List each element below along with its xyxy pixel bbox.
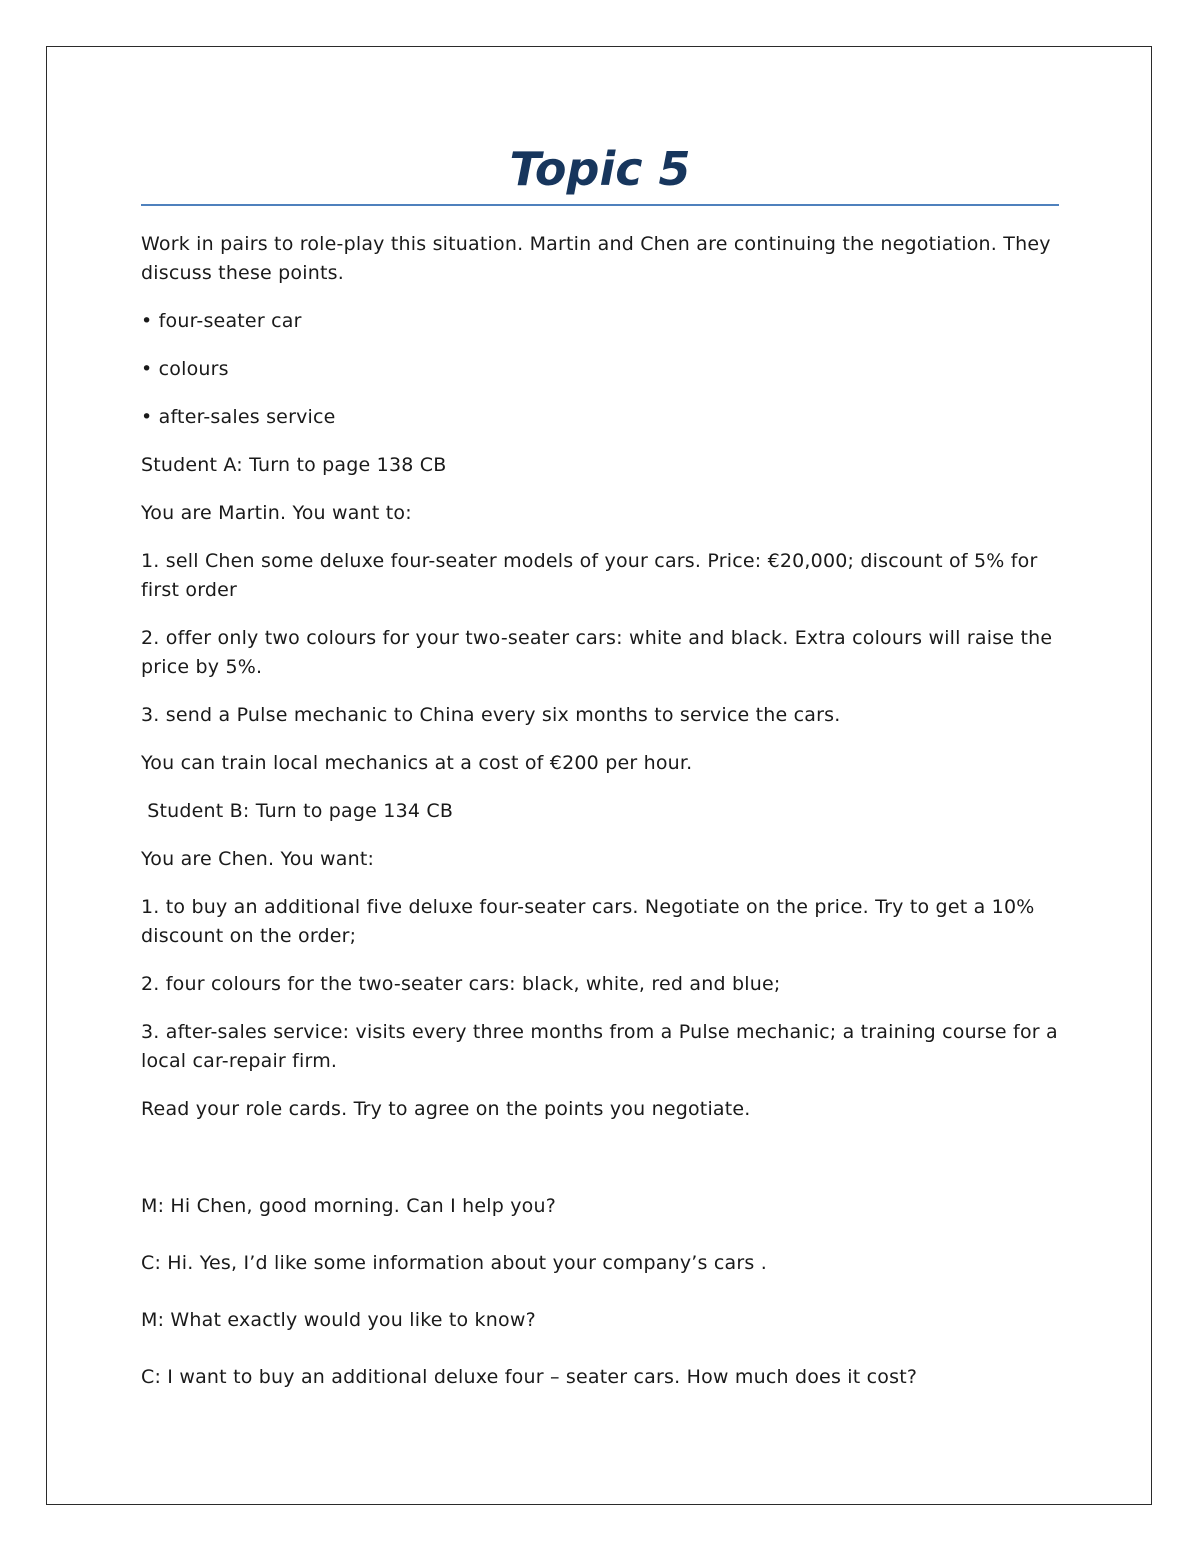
student-b-item: 1. to buy an additional five deluxe four-seater cars. Negotiate on the price. Try to get a 10% discount on the order; (141, 896, 1035, 947)
dialogue-line: M: Hi Chen, good morning. Can I help you? (141, 1195, 557, 1217)
document-content (141, 140, 1059, 1392)
point-item: • four-seater car (141, 310, 302, 332)
student-a-item: 3. send a Pulse mechanic to China every six months to service the cars. (141, 704, 841, 726)
student-b-role: You are Chen. You want: (141, 848, 375, 870)
student-b-heading: Student B: Turn to page 134 CB (141, 800, 454, 822)
point-item: • colours (141, 358, 229, 380)
student-b-item: 3. after-sales service: visits every three months from a Pulse mechanic; a training course for a local car-repair firm. (141, 1021, 1058, 1072)
page-title: Topic 5 (141, 140, 1059, 206)
point-item: • after-sales service (141, 406, 336, 428)
document-body (141, 230, 1059, 1392)
student-a-role: You are Martin. You want to: (141, 502, 412, 524)
student-a-heading: Student A: Turn to page 138 CB (141, 454, 447, 476)
closing-instruction: Read your role cards. Try to agree on the points you negotiate. (141, 1098, 751, 1120)
student-a-item: 1. sell Chen some deluxe four-seater models of your cars. Price: €20,000; discount of 5% for first order (141, 550, 1038, 601)
dialogue-line: M: What exactly would you like to know? (141, 1309, 536, 1331)
student-a-item: 2. offer only two colours for your two-seater cars: white and black. Extra colours will raise the price by 5%. (141, 627, 1053, 678)
intro-paragraph: Work in pairs to role-play this situation. Martin and Chen are continuing the negotiation. They discuss these points. (141, 233, 1051, 284)
student-b-item: 2. four colours for the two-seater cars: black, white, red and blue; (141, 973, 781, 995)
student-a-note: You can train local mechanics at a cost of €200 per hour. (141, 752, 693, 774)
dialogue-line: C: Hi. Yes, I’d like some information about your company’s cars . (141, 1252, 767, 1274)
dialogue-line: C: I want to buy an additional deluxe four – seater cars. How much does it cost? (141, 1366, 918, 1388)
